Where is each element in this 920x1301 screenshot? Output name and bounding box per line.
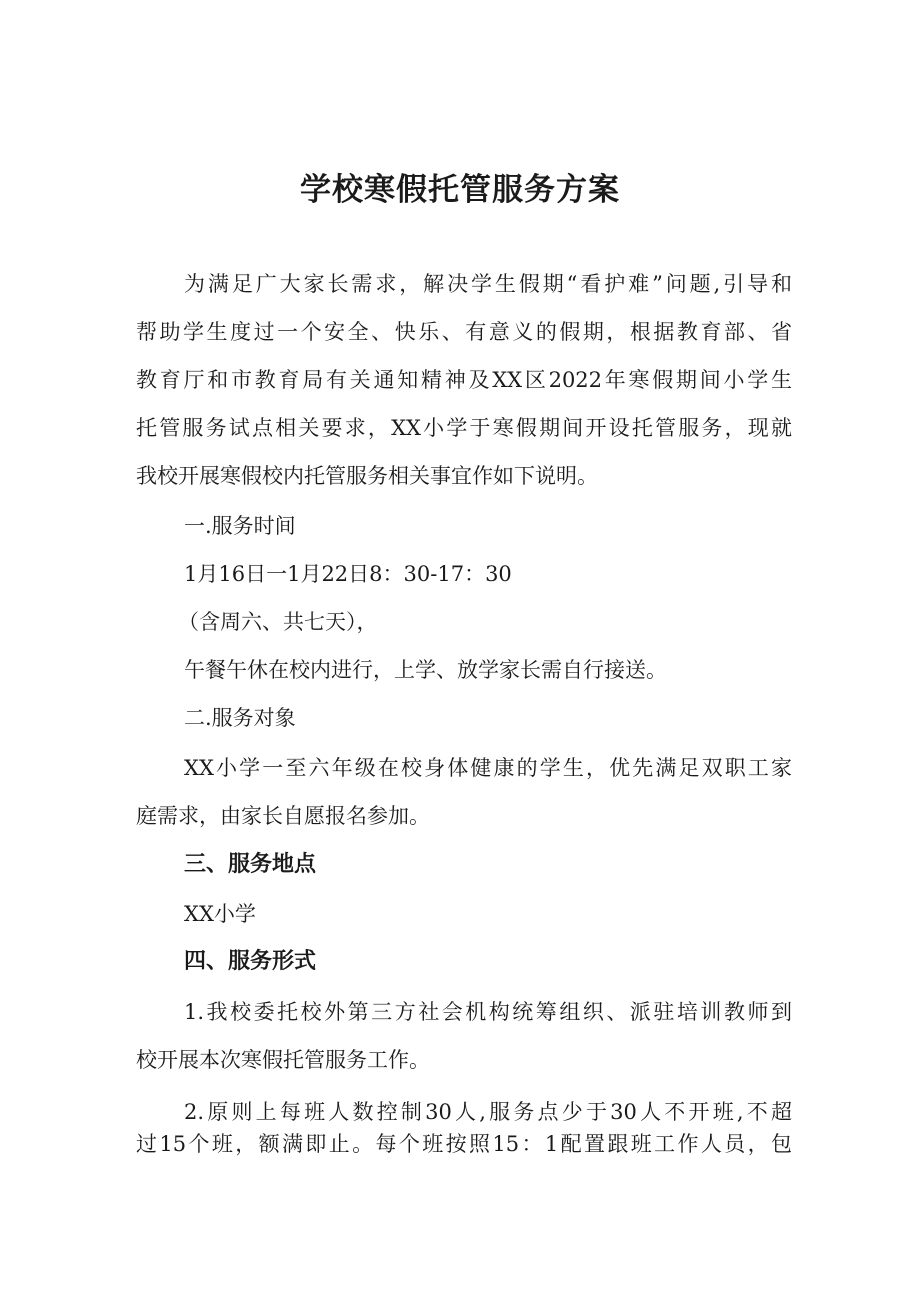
section-2-line-2: 庭需求，由家长自愿报名参加。 — [136, 804, 430, 828]
section-4-item-1-line-1: 1.我校委托校外第三方社会机构统筹组织、派驻培训教师到 — [184, 1000, 792, 1024]
intro-line-2: 帮助学生度过一个安全、快乐、有意义的假期，根据教育部、省 — [136, 320, 792, 344]
section-1-heading: 一.服务时间 — [184, 514, 296, 538]
section-3-heading: 三、服务地点 — [184, 852, 317, 877]
intro-line-5: 我校开展寒假校内托管服务相关事宜作如下说明。 — [136, 464, 598, 488]
section-1-days-note: （含周六、共七天）， — [178, 610, 378, 634]
section-4-item-1-line-2: 校开展本次寒假托管服务工作。 — [136, 1048, 430, 1072]
section-3-location: XX小学 — [184, 902, 256, 926]
section-1-time-range: 1月16日一1月22日8：30-17：30 — [184, 562, 512, 586]
section-1-lunch-note: 午餐午休在校内进行，上学、放学家长需自行接送。 — [184, 658, 667, 682]
document-title: 学校寒假托管服务方案 — [300, 172, 620, 208]
intro-line-1: 为满足广大家长需求，解决学生假期“看护难”问题,引导和 — [184, 272, 792, 296]
section-2-line-1: XX小学一至六年级在校身体健康的学生，优先满足双职工家 — [184, 756, 792, 780]
section-2-heading: 二.服务对象 — [184, 706, 296, 730]
section-4-item-2-line-1: 2.原则上每班人数控制30人,服务点少于30人不开班,不超 — [184, 1100, 792, 1124]
intro-line-4: 托管服务试点相关要求，XX小学于寒假期间开设托管服务，现就 — [136, 416, 792, 440]
section-4-item-2-line-2: 过15个班，额满即止。每个班按照15：1配置跟班工作人员，包 — [136, 1132, 792, 1156]
section-4-heading: 四、服务形式 — [184, 949, 317, 974]
intro-line-3: 教育厅和市教育局有关通知精神及XX区2022年寒假期间小学生 — [136, 368, 792, 392]
